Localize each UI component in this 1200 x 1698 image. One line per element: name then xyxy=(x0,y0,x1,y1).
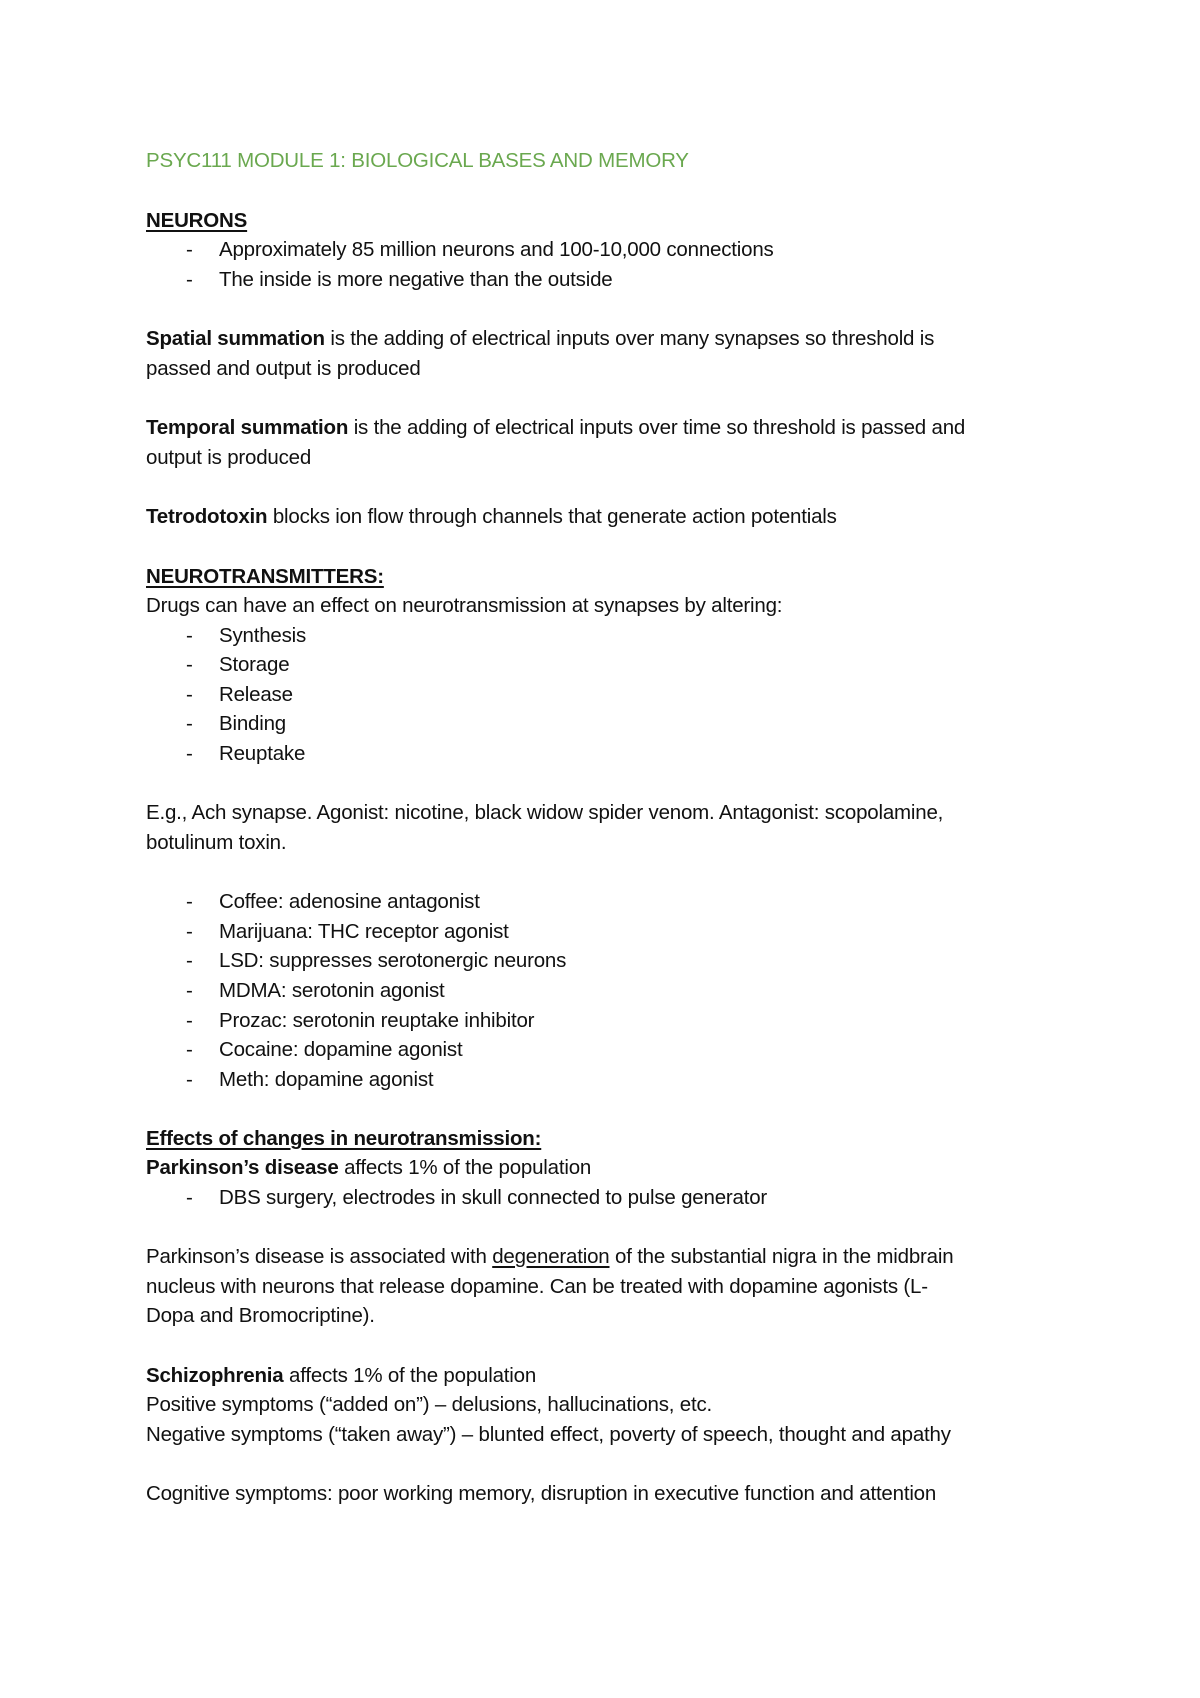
drug-item: LSD: suppresses serotonergic neurons xyxy=(219,949,567,972)
drug-item: Prozac: serotonin reuptake inhibitor xyxy=(219,1009,535,1032)
example-line-2: botulinum toxin. xyxy=(146,831,287,854)
bullet-marker: - xyxy=(186,1038,193,1061)
bullet-marker: - xyxy=(186,979,193,1002)
drug-item: Marijuana: THC receptor agonist xyxy=(219,920,509,943)
schizophrenia-line xyxy=(146,1366,536,1387)
parkinsons-term: Parkinson’s disease xyxy=(146,1156,339,1179)
negative-symptoms: Negative symptoms (“taken away”) – blunted effect, poverty of speech, thought and apathy xyxy=(146,1423,951,1446)
alteration-item: Binding xyxy=(219,712,286,735)
parkinsons-paragraph-line xyxy=(146,1247,953,1268)
tetrodotoxin-line xyxy=(146,507,837,528)
neurotransmitters-intro: Drugs can have an effect on neurotransmission at synapses by altering: xyxy=(146,594,783,617)
parkinsons-bullet: DBS surgery, electrodes in skull connected to pulse generator xyxy=(219,1186,768,1209)
bullet-marker: - xyxy=(186,1009,193,1032)
bullet-marker: - xyxy=(186,683,193,706)
document-title: PSYC111 MODULE 1: BIOLOGICAL BASES AND MEMORY xyxy=(146,149,689,172)
temporal-summation-line-2: output is produced xyxy=(146,446,312,469)
alteration-item: Synthesis xyxy=(219,624,307,647)
schizophrenia-term: Schizophrenia xyxy=(146,1364,284,1387)
spatial-summation-line xyxy=(146,329,934,350)
schizophrenia-text: affects 1% of the population xyxy=(283,1364,537,1387)
bullet-marker: - xyxy=(186,742,193,765)
bullet-marker: - xyxy=(186,653,193,676)
positive-symptoms: Positive symptoms (“added on”) – delusions, hallucinations, etc. xyxy=(146,1393,713,1416)
neurotransmitters-heading: NEUROTRANSMITTERS: xyxy=(146,565,384,588)
neurons-heading: NEURONS xyxy=(146,209,248,232)
parkinsons-text: affects 1% of the population xyxy=(338,1156,592,1179)
bullet-marker: - xyxy=(186,1186,193,1209)
bullet-marker: - xyxy=(186,920,193,943)
paragraph-text: Parkinson’s disease is associated with xyxy=(146,1245,493,1268)
neurons-bullet: Approximately 85 million neurons and 100-10,000 connections xyxy=(219,238,774,261)
parkinsons-paragraph-line-3: Dopa and Bromocriptine). xyxy=(146,1304,375,1327)
parkinsons-paragraph-line-2: nucleus with neurons that release dopamine. Can be treated with dopamine agonists (L- xyxy=(146,1275,928,1298)
spatial-summation-line-2: passed and output is produced xyxy=(146,357,421,380)
temporal-summation-text: is the adding of electrical inputs over time so threshold is passed and xyxy=(348,416,966,439)
alteration-item: Storage xyxy=(219,653,290,676)
bullet-marker: - xyxy=(186,624,193,647)
bullet-marker: - xyxy=(186,238,193,261)
degeneration-term: degeneration xyxy=(492,1245,610,1268)
drug-item: Coffee: adenosine antagonist xyxy=(219,890,480,913)
drug-item: Cocaine: dopamine agonist xyxy=(219,1038,463,1061)
drug-item: Meth: dopamine agonist xyxy=(219,1068,434,1091)
drug-item: MDMA: serotonin agonist xyxy=(219,979,445,1002)
bullet-marker: - xyxy=(186,890,193,913)
spatial-summation-text: is the adding of electrical inputs over many synapses so threshold is xyxy=(324,327,935,350)
bullet-marker: - xyxy=(186,949,193,972)
alteration-item: Reuptake xyxy=(219,742,306,765)
cognitive-symptoms: Cognitive symptoms: poor working memory, disruption in executive function and attention xyxy=(146,1482,937,1505)
example-line: E.g., Ach synapse. Agonist: nicotine, black widow spider venom. Antagonist: scopolamine, xyxy=(146,801,944,824)
tetrodotoxin-term: Tetrodotoxin xyxy=(146,505,268,528)
bullet-marker: - xyxy=(186,712,193,735)
spatial-summation-term: Spatial summation xyxy=(146,327,325,350)
parkinsons-line xyxy=(146,1158,591,1179)
effects-heading: Effects of changes in neurotransmission: xyxy=(146,1127,542,1150)
paragraph-text: of the substantial nigra in the midbrain xyxy=(609,1245,954,1268)
temporal-summation-term: Temporal summation xyxy=(146,416,349,439)
alteration-item: Release xyxy=(219,683,293,706)
temporal-summation-line xyxy=(146,418,965,439)
tetrodotoxin-text: blocks ion flow through channels that generate action potentials xyxy=(267,505,837,528)
neurons-bullet: The inside is more negative than the outside xyxy=(219,268,613,291)
bullet-marker: - xyxy=(186,1068,193,1091)
bullet-marker: - xyxy=(186,268,193,291)
